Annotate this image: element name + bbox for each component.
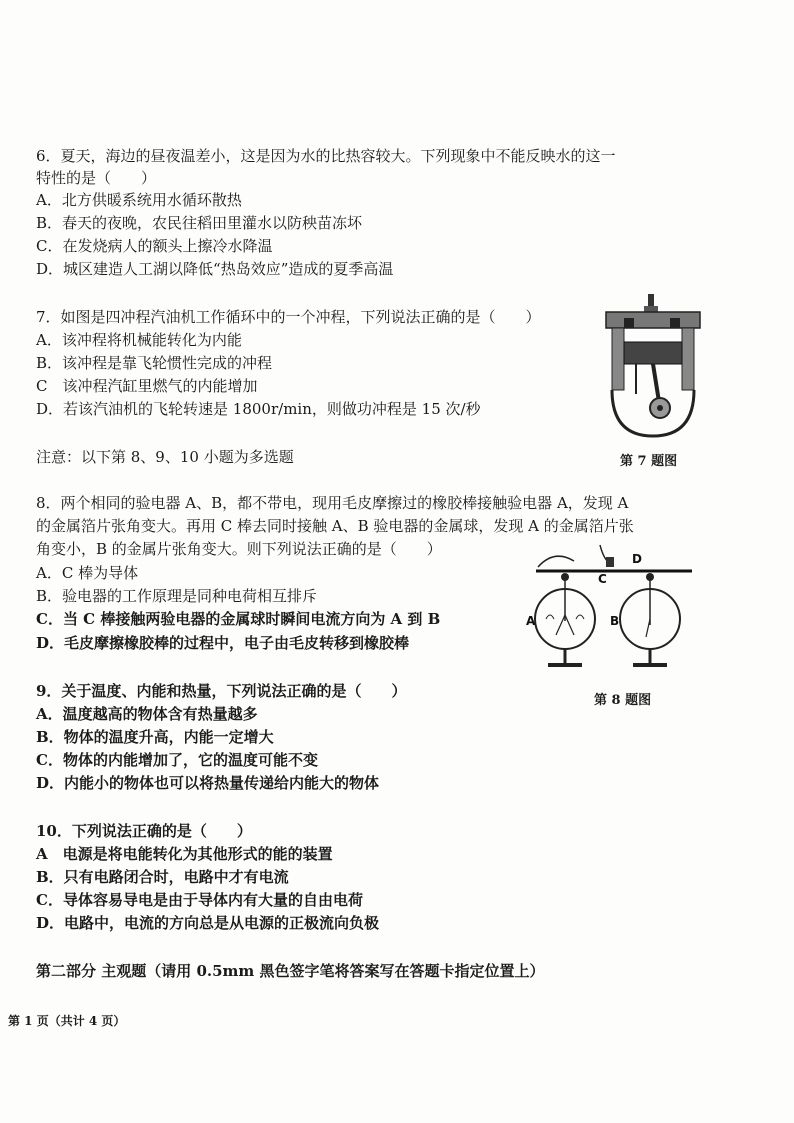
q9-option-a: A．温度越高的物体含有热量越多 [36, 705, 258, 723]
electroscope-figure [520, 535, 702, 675]
page-footer: 第 1 页（共计 4 页） [8, 1014, 126, 1028]
q8-option-d: D．毛皮摩擦橡胶棒的过程中，电子由毛皮转移到橡胶棒 [36, 634, 410, 652]
q8-option-b: B．验电器的工作原理是同种电荷相互排斥 [36, 587, 318, 605]
q7-option-c: C 该冲程汽缸里燃气的内能增加 [36, 377, 258, 395]
q6-option-a: A．北方供暖系统用水循环散热 [36, 191, 242, 209]
q7-stem: 7．如图是四冲程汽油机工作循环中的一个冲程，下列说法正确的是（ ） [36, 308, 541, 326]
q6-option-b: B．春天的夜晚，农民往稻田里灌水以防秧苗冻坏 [36, 214, 363, 232]
q8-stem-line3: 角变小，B 的金属片张角变大。则下列说法正确的是（ ） [36, 540, 442, 558]
q8-option-c: C．当 C 棒接触两验电器的金属球时瞬间电流方向为 A 到 B [36, 610, 441, 628]
fig8-label-b: B [610, 614, 620, 628]
q10-option-a: A 电源是将电能转化为其他形式的能的装置 [36, 845, 333, 863]
q8-stem-line1: 8．两个相同的验电器 A、B，都不带电，现用毛皮摩擦过的橡胶棒接触验电器 A，发现 A [36, 494, 629, 512]
q6-stem-line2: 特性的是（ ） [36, 169, 157, 187]
fig7-caption: 第 7 题图 [620, 454, 678, 469]
q10-option-d: D．电路中，电流的方向总是从电源的正极流向负极 [36, 914, 380, 932]
fig8-caption: 第 8 题图 [594, 693, 652, 708]
engine-figure [598, 290, 708, 440]
multi-choice-note: 注意：以下第 8、9、10 小题为多选题 [36, 448, 294, 466]
q10-option-c: C．导体容易导电是由于导体内有大量的自由电荷 [36, 891, 363, 909]
q9-stem: 9．关于温度、内能和热量，下列说法正确的是（ ） [36, 682, 407, 700]
q10-stem: 10．下列说法正确的是（ ） [36, 822, 252, 840]
fig8-label-a: A [526, 614, 536, 628]
q6-option-c: C．在发烧病人的额头上擦冷水降温 [36, 237, 273, 255]
q9-option-d: D．内能小的物体也可以将热量传递给内能大的物体 [36, 774, 380, 792]
q7-option-a: A．该冲程将机械能转化为内能 [36, 331, 242, 349]
q6-option-d: D．城区建造人工湖以降低“热岛效应”造成的夏季高温 [36, 260, 394, 278]
q8-option-a: A．C 棒为导体 [36, 564, 139, 582]
q7-option-b: B．该冲程是靠飞轮惯性完成的冲程 [36, 354, 273, 372]
q10-option-b: B．只有电路闭合时，电路中才有电流 [36, 868, 289, 886]
q8-stem-line2: 的金属箔片张角变大。再用 C 棒去同时接触 A、B 验电器的金属球，发现 A 的金属箔片张 [36, 517, 634, 535]
q9-option-c: C．物体的内能增加了，它的温度可能不变 [36, 751, 318, 769]
q6-stem-line1: 6．夏天，海边的昼夜温差小，这是因为水的比热容较大。下列现象中不能反映水的这一 [36, 147, 616, 165]
fig8-label-c: C [598, 572, 607, 586]
fig8-label-d: D [632, 552, 642, 566]
q9-option-b: B．物体的温度升高，内能一定增大 [36, 728, 274, 746]
part2-heading: 第二部分 主观题（请用 0.5mm 黑色签字笔将答案写在答题卡指定位置上） [36, 962, 545, 980]
q7-option-d: D．若该汽油机的飞轮转速是 1800r/min，则做功冲程是 15 次/秒 [36, 400, 481, 418]
